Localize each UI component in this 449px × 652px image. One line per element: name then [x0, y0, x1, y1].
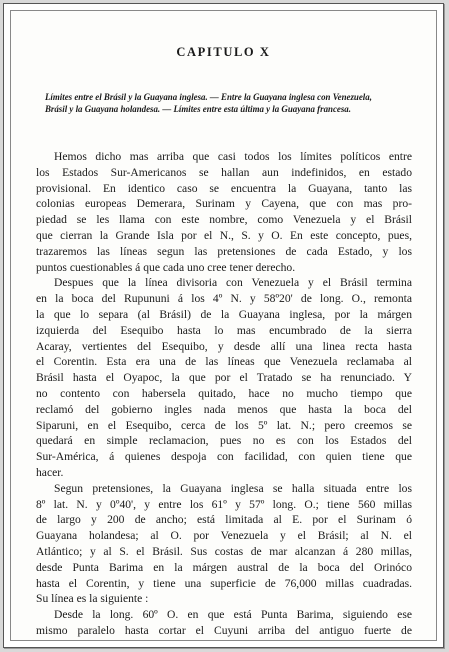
- text-line: los Estados Sur-Americanos se hallan aun indefinidos, en estado: [36, 165, 412, 179]
- paragraph: [36, 149, 412, 275]
- text-line: piedad se les llama con este nombre, como Venezuela y el Brásil: [36, 213, 412, 227]
- text-line: mismo paralelo hasta cortar el Cuyuni arriba del antiguo fuerte de: [36, 623, 412, 637]
- text-line: la que lo separa (al Brásil) de la Guayana inglesa, por la márgen: [36, 307, 412, 321]
- book-page: [10, 10, 437, 641]
- text-line: Segun pretensiones, la Guayana inglesa se halla situada entre los: [54, 481, 412, 495]
- text-line: Brásil hasta el Oyapoc, la que por el Tratado se ha renunciado. Y: [36, 371, 412, 385]
- text-line: Despues que la línea divisoria con Venezuela y el Brásil termina: [54, 276, 412, 290]
- paragraph: [36, 275, 412, 480]
- paragraph: [36, 481, 412, 607]
- text-line: Hemos dicho mas arriba que casi todos los límites políticos entre: [54, 150, 412, 163]
- summary-line: Brásil y la Guayana holandesa. — Límites entre esta última y la Guayana francesa.: [45, 104, 351, 114]
- summary-line: Límites entre el Brásil y la Guayana inglesa. — Entre la Guayana inglesa con Venezuela,: [45, 92, 372, 102]
- text-line: provisional. En identico caso se encuentra la Guayana, tanto las: [36, 181, 412, 195]
- text-line: Desde la long. 60º O. en que está Punta Barima, siguiendo ese: [54, 608, 412, 622]
- chapter-summary: [45, 91, 402, 115]
- text-line: no contento con habersela quitado, hace no mucho tiempo que: [36, 386, 412, 400]
- text-line: hasta el Corentin, y tiene una superficie de 76,000 millas cuadradas.: [36, 576, 412, 590]
- text-line: 8º lat. N. y 0º40', y entre los 61º y 57º long. O.; tiene 560 millas: [36, 497, 412, 511]
- text-line: en la boca del Rupununi á los 4º N. y 58º20' de long. O., remonta: [36, 292, 412, 306]
- text-line: puntos cuestionables á que cada uno cree tener derecho.: [36, 260, 296, 274]
- text-line: hacer.: [36, 465, 64, 479]
- chapter-title: CAPITULO X: [176, 45, 271, 59]
- text-line: que cierran la Grande Isla por el N., S. y O. En este concepto, pues,: [36, 228, 412, 242]
- text-line: Su línea es la siguiente :: [36, 592, 149, 606]
- text-line: quedará en simple reclamacion, pues no es con los Estados del: [36, 434, 412, 448]
- text-line: izquierda del Esequibo hasta lo mas encumbrado de la sierra: [36, 323, 412, 337]
- text-line: Sur-América, á quienes despoja con facilidad, con quien tiene que: [36, 450, 412, 464]
- text-line: desde Punta Barima en la márgen austral de la boca del Orinóco: [36, 560, 412, 574]
- text-line: reclamó del gobierno ingles nada menos que hasta la boca del: [36, 402, 412, 416]
- text-line: Acaray, vertientes del Esequibo, y desde allí una linea recta hasta: [36, 339, 412, 353]
- page-frame: [3, 3, 444, 648]
- paragraph: [36, 607, 412, 639]
- text-line: Siparuni, en el Esequibo, cerca de los 5º lat. N.; pero creemos se: [36, 418, 412, 432]
- text-line: Guayana holandesa; al O. por Venezuela y el Brásil; al N. el: [36, 529, 412, 543]
- body-text: [36, 149, 412, 639]
- text-line: el Corentin. Esta era una de las líneas que Venezuela reclamaba al: [36, 355, 412, 369]
- text-line: trazaremos las líneas segun las pretensiones de cada Estado, y los: [36, 244, 412, 258]
- text-line: Atlántico; y al S. el Brásil. Sus costas de mar alcanzan á 280 millas,: [36, 544, 412, 558]
- text-line: colonias europeas Demerara, Surinam y Cayena, que con mas pro-: [36, 197, 412, 211]
- text-line: de largo y 200 de ancho; está limitada al E. por el Surinam ó: [36, 513, 412, 527]
